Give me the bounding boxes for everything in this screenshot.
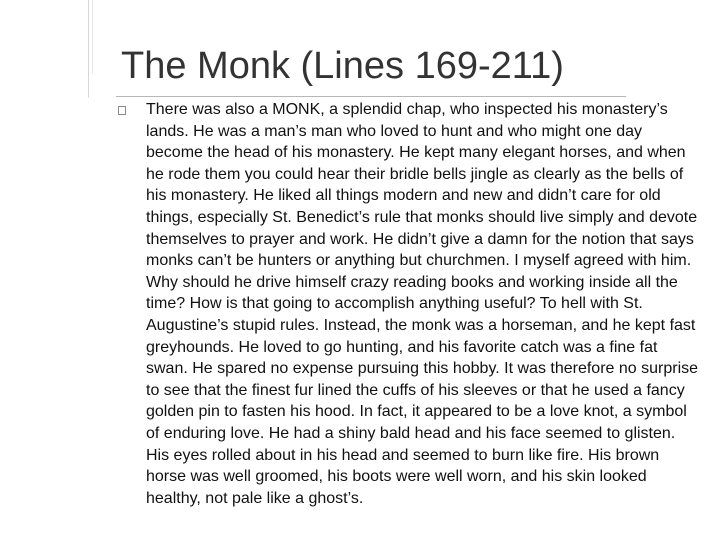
bullet-text: There was also a MONK, a splendid chap, who inspected his monastery’s lands. He was a man’s man who loved to hunt and who might one day become the head of his monastery. He kept many elegant horses, and when he rode them you could hear their bridle bells jingle as clearly as the bells of his monastery. He liked all things modern and new and didn’t care for old things, especially St. Benedict’s rule that monks should live simply and devote themselves to prayer and work. He didn’t give a damn for the notion that says monks can’t be hunters or anything but churchmen. I myself agreed with him. Why should he drive himself crazy reading books and working inside all the time? How is that going to accomplish anything useful? To hell with St. Augustine’s stupid rules. Instead, the monk was a horseman, and he kept fast greyhounds. He loved to go hunting, and his favorite catch was a fine fat swan. He spared no expense pursuing this hobby. It was therefore no surprise to see that the finest fur lined the cuffs of his sleeves or that he used a fancy golden pin to fasten his hood. In fact, it appeared to be a love knot, a symbol of enduring love. He had a shiny bald head and his face seemed to glisten. His eyes rolled about in his head and seemed to burn like fire. His brown horse was well groomed, his boots were well worn, and his skin looked healthy, not pale like a ghost’s. xyxy=(146,101,699,507)
bullet-item xyxy=(146,99,702,509)
square-bullet-icon xyxy=(118,106,126,115)
decorative-vertical-line-secondary xyxy=(92,0,93,74)
title-underline xyxy=(116,96,626,97)
slide-title: The Monk (Lines 169-211) xyxy=(121,45,564,87)
decorative-vertical-line xyxy=(88,0,89,98)
